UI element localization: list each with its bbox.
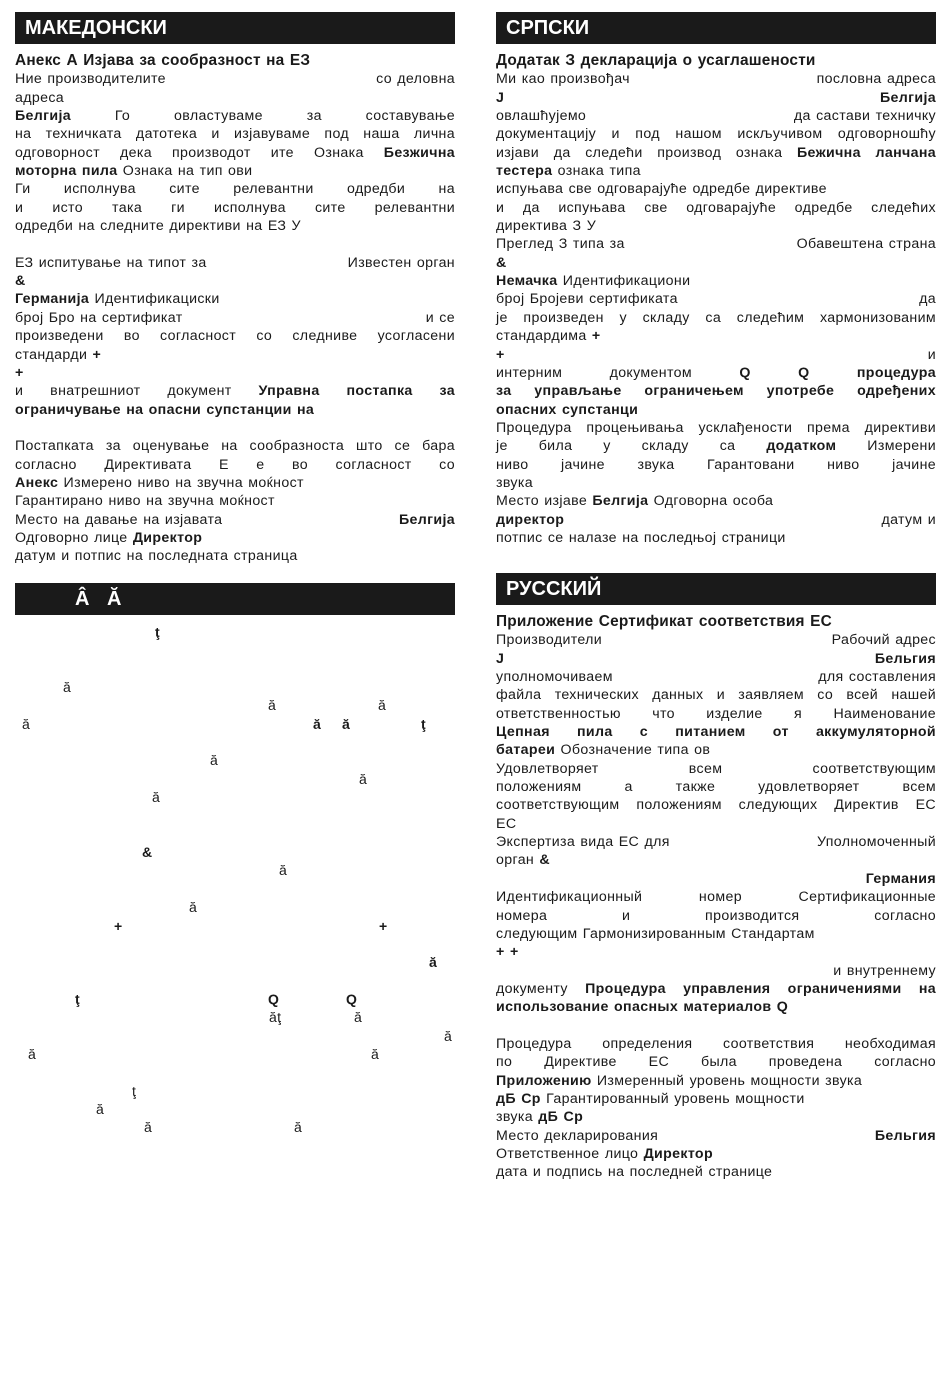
text-span: ЕС bbox=[496, 815, 517, 832]
text-span: номера и производится согласно bbox=[496, 907, 936, 924]
text-line bbox=[15, 290, 455, 308]
text-span: стандардима bbox=[496, 328, 592, 345]
text-line bbox=[15, 623, 455, 641]
text-line bbox=[496, 199, 936, 217]
text-span: Экспертиза вида ЕС для bbox=[496, 834, 670, 851]
right-aligned-text bbox=[875, 650, 936, 668]
bold-text: ă bbox=[313, 715, 322, 732]
section-serbian bbox=[496, 12, 936, 547]
text-span: со деловна bbox=[376, 71, 455, 88]
section-header-macedonian: МАКЕДОНСКИ bbox=[15, 12, 455, 44]
text-line bbox=[15, 235, 455, 253]
text-span: Измеренный уровень мощности звука bbox=[591, 1072, 863, 1089]
section-macedonian bbox=[15, 12, 455, 566]
text-line bbox=[15, 492, 455, 510]
text-line bbox=[15, 660, 455, 678]
section-body-serbian bbox=[496, 52, 936, 547]
text-span: Преглед З типа за bbox=[496, 236, 625, 253]
bold-text: Управна постапка за bbox=[258, 383, 455, 400]
bold-text: Германија bbox=[15, 291, 90, 308]
text-span: Идентификациони bbox=[557, 273, 691, 290]
bold-text: опасних супстанци bbox=[496, 401, 639, 418]
text-span: Додатак З декларација о усаглашености bbox=[496, 52, 816, 69]
text-span: да bbox=[919, 291, 936, 308]
text-line bbox=[496, 419, 936, 437]
text-span: Процедура определения соответствия необходимая bbox=[496, 1035, 936, 1052]
text-line bbox=[496, 907, 936, 925]
bold-text: додатком bbox=[766, 438, 837, 455]
text-span: для составления bbox=[818, 669, 936, 686]
text-line bbox=[15, 199, 455, 217]
text-span: Го овластуваме за составување bbox=[71, 108, 455, 125]
bold-text: + bbox=[496, 346, 505, 363]
text-line bbox=[15, 52, 455, 70]
text-line bbox=[15, 70, 455, 88]
text-line bbox=[496, 529, 936, 547]
text-line bbox=[15, 180, 455, 198]
text-line bbox=[15, 217, 455, 235]
text-span: ă bbox=[354, 1009, 363, 1026]
text-span: и внатрешниот документ bbox=[15, 383, 259, 400]
text-line bbox=[15, 880, 455, 898]
text-span: Место изјаве bbox=[496, 493, 593, 510]
text-line bbox=[496, 1035, 936, 1053]
right-aligned-text bbox=[426, 309, 455, 327]
text-line bbox=[15, 529, 455, 547]
text-span: Одговорно лице bbox=[15, 529, 133, 546]
bold-text: Q bbox=[346, 990, 358, 1007]
text-line bbox=[15, 1100, 455, 1118]
bold-text: Q bbox=[268, 990, 280, 1007]
text-line bbox=[15, 309, 455, 327]
text-line bbox=[496, 888, 936, 906]
text-line bbox=[496, 1072, 936, 1090]
text-span: ă bbox=[210, 752, 219, 769]
text-span: ă bbox=[371, 1045, 380, 1062]
text-span: ă bbox=[22, 715, 31, 732]
bold-text: ţ bbox=[75, 990, 81, 1007]
text-span: ă bbox=[189, 899, 198, 916]
bold-text: Q Q процедура bbox=[739, 364, 936, 381]
bold-text: + bbox=[496, 944, 505, 961]
text-line bbox=[496, 686, 936, 704]
text-span: и да испуњава све одговарајуће одредбе следећих bbox=[496, 199, 936, 216]
text-span: пословна адреса bbox=[816, 71, 936, 88]
section-header-russian: РУССКИЙ bbox=[496, 573, 936, 605]
text-line bbox=[496, 346, 936, 364]
text-span: Постапката за оценување на сообразноста што се бара bbox=[15, 438, 455, 455]
text-line bbox=[496, 364, 936, 382]
text-span: на техничката датотека и изјавуваме под наша лична bbox=[15, 126, 455, 143]
text-span: датум и потпис на последната страница bbox=[15, 548, 298, 565]
text-line bbox=[15, 364, 455, 382]
text-line bbox=[496, 401, 936, 419]
text-line bbox=[15, 254, 455, 272]
text-line bbox=[496, 235, 936, 253]
text-span: ă bbox=[144, 1119, 153, 1136]
text-line bbox=[496, 760, 936, 778]
bold-text: дБ Ср bbox=[496, 1090, 541, 1107]
text-line bbox=[496, 998, 936, 1016]
text-line bbox=[15, 107, 455, 125]
text-span: ă bbox=[268, 697, 277, 714]
bold-text: батареи bbox=[496, 742, 556, 759]
text-span: ă bbox=[359, 770, 368, 787]
bold-text: Безжична bbox=[383, 144, 455, 161]
bold-text: & bbox=[539, 852, 551, 869]
section-header-romanian: Â Ă bbox=[15, 583, 455, 615]
right-aligned-text bbox=[866, 870, 936, 888]
right-aligned-text bbox=[376, 70, 455, 88]
bold-text: + bbox=[114, 917, 123, 934]
bold-text: J bbox=[496, 650, 505, 667]
text-line bbox=[15, 806, 455, 824]
text-line bbox=[15, 346, 455, 364]
section-body-macedonian bbox=[15, 52, 455, 566]
text-span: и внутреннему bbox=[833, 962, 936, 979]
text-span: ниво јачине звука Гарантовани ниво јачине bbox=[496, 456, 936, 473]
text-span: овлашћујемо bbox=[496, 108, 587, 125]
text-span: уполномочиваем bbox=[496, 669, 613, 686]
text-line bbox=[496, 705, 936, 723]
bold-text: ограничување на опасни супстанции bbox=[15, 401, 292, 418]
text-line bbox=[15, 144, 455, 162]
text-span: Идентификационный номер Сертификационные bbox=[496, 889, 936, 906]
right-aligned-text bbox=[817, 833, 936, 851]
right-aligned-text bbox=[817, 70, 936, 88]
text-line bbox=[15, 678, 455, 696]
text-line bbox=[15, 327, 455, 345]
text-span: и се bbox=[425, 309, 455, 326]
text-span: Место на давање на изјавата bbox=[15, 511, 223, 528]
text-span: директива З У bbox=[496, 218, 597, 235]
text-span: Известен орган bbox=[347, 254, 455, 271]
text-line bbox=[496, 962, 936, 980]
right-aligned-text bbox=[881, 511, 936, 529]
text-line bbox=[15, 511, 455, 529]
text-line bbox=[496, 796, 936, 814]
text-line bbox=[15, 770, 455, 788]
bold-text: Директор bbox=[643, 1145, 713, 1162]
text-span: и исто така ги исполнува сите релевантни bbox=[15, 199, 455, 216]
text-line bbox=[496, 631, 936, 649]
text-line bbox=[496, 162, 936, 180]
text-span: адреса bbox=[15, 89, 65, 106]
text-span: датум и bbox=[881, 511, 936, 528]
bold-text: Немачка bbox=[496, 273, 558, 290]
text-line bbox=[15, 474, 455, 492]
text-span: соответствующим положениям следующих Директив ЕС bbox=[496, 797, 936, 814]
right-aligned-text bbox=[797, 235, 936, 253]
right-aligned-text bbox=[399, 511, 455, 529]
text-line bbox=[15, 401, 455, 419]
bold-text: + bbox=[379, 917, 388, 934]
text-span: је произведен у складу са следећим хармонизованим bbox=[496, 309, 936, 326]
bold-text: Директор bbox=[132, 529, 203, 546]
right-aligned-text bbox=[348, 254, 455, 272]
text-line bbox=[496, 980, 936, 998]
bold-text: Бежична ланчана bbox=[796, 144, 936, 161]
text-span: следующим Гармонизированным Стандартам bbox=[496, 925, 815, 942]
text-line bbox=[15, 162, 455, 180]
text-span: положениям а также удовлетворяет всем bbox=[496, 779, 936, 796]
bold-text: Q bbox=[776, 999, 789, 1016]
bold-text: Белгија bbox=[879, 89, 936, 106]
text-span: испуњава све одговарајуће одредбе директиве bbox=[496, 181, 827, 198]
text-line bbox=[496, 870, 936, 888]
text-span: Процедура процењивања усклађености према директиви bbox=[496, 419, 936, 436]
bold-text: использование опасных материалов bbox=[496, 999, 772, 1016]
text-line bbox=[496, 290, 936, 308]
text-line bbox=[496, 778, 936, 796]
text-line bbox=[496, 815, 936, 833]
text-span: ă bbox=[378, 697, 387, 714]
bold-text: ă bbox=[429, 954, 438, 971]
bold-text: Германия bbox=[865, 870, 936, 887]
text-span: ознака типа bbox=[552, 163, 641, 180]
text-line bbox=[496, 456, 936, 474]
text-line bbox=[496, 1053, 936, 1071]
text-line bbox=[496, 107, 936, 125]
text-line bbox=[496, 70, 936, 88]
text-line bbox=[496, 511, 936, 529]
bold-text: Бельгия bbox=[874, 1127, 936, 1144]
text-span: Анекс А Изјава за сообразност на ЕЗ bbox=[15, 52, 311, 69]
text-span: согласно Директивата Е е во согласност со bbox=[15, 456, 455, 473]
text-line bbox=[496, 52, 936, 70]
bold-text: на bbox=[296, 401, 315, 418]
text-line bbox=[496, 833, 936, 851]
section-body-russian bbox=[496, 613, 936, 1182]
text-span: је била у складу са bbox=[496, 438, 767, 455]
bold-text: ţ bbox=[421, 715, 427, 732]
right-aligned-text bbox=[875, 1127, 936, 1145]
text-span: по Директиве ЕС была проведена согласно bbox=[496, 1054, 936, 1071]
bold-text: & bbox=[15, 273, 26, 290]
text-line bbox=[496, 437, 936, 455]
text-span: Измерени bbox=[836, 438, 936, 455]
text-span: ă bbox=[152, 789, 161, 806]
bold-text: + bbox=[509, 944, 519, 961]
bold-text: J bbox=[496, 89, 505, 106]
text-line bbox=[15, 972, 455, 990]
text-line bbox=[496, 1163, 936, 1181]
section-romanian bbox=[15, 583, 455, 1137]
text-span: Ми као произвођач bbox=[496, 71, 630, 88]
text-span: Рабочий адрес bbox=[831, 632, 936, 649]
text-line bbox=[15, 1118, 455, 1136]
text-span: број Бројеви сертификата bbox=[496, 291, 678, 308]
text-span: Ознака на тип ови bbox=[117, 163, 253, 180]
text-span: одговорност дека производот ите Ознака bbox=[15, 144, 384, 161]
bold-text: + bbox=[92, 346, 102, 363]
text-line bbox=[496, 382, 936, 400]
text-line bbox=[496, 851, 936, 869]
text-line bbox=[15, 788, 455, 806]
text-line bbox=[15, 953, 455, 971]
text-span: Ги исполнува сите релевантни одредби на bbox=[15, 181, 455, 198]
text-span: ă bbox=[294, 1119, 303, 1136]
bold-text: за управљање ограничењем употребе одређених bbox=[496, 383, 936, 400]
text-line bbox=[15, 715, 455, 733]
text-line bbox=[496, 272, 936, 290]
text-span: Обозначение типа ов bbox=[555, 742, 711, 759]
bold-text: Бельгия bbox=[874, 650, 936, 667]
text-line bbox=[496, 180, 936, 198]
text-span: ăţ bbox=[269, 1009, 282, 1026]
text-line bbox=[496, 474, 936, 492]
text-line bbox=[496, 668, 936, 686]
text-span: Приложение Сертификат соответствия ЕС bbox=[496, 613, 832, 630]
text-line bbox=[15, 1045, 455, 1063]
text-span: одредби на следните директиви на ЕЗ У bbox=[15, 218, 301, 235]
right-aligned-text bbox=[818, 668, 936, 686]
text-line bbox=[15, 419, 455, 437]
bold-text: & bbox=[142, 844, 153, 861]
text-span: стандарди bbox=[15, 346, 93, 363]
bold-text: ţ bbox=[155, 624, 161, 640]
text-span: Ответственное лицо bbox=[496, 1145, 644, 1162]
bold-text: Процедура управления ограничениями на bbox=[585, 980, 936, 997]
right-aligned-text bbox=[833, 962, 936, 980]
text-span: Идентификациски bbox=[89, 291, 220, 308]
text-span: да састави техничку bbox=[793, 108, 936, 125]
right-aligned-text bbox=[832, 631, 936, 649]
text-line bbox=[496, 1127, 936, 1145]
text-span: ă bbox=[96, 1100, 105, 1117]
text-line bbox=[15, 733, 455, 751]
text-span: Гарантирано ниво на звучна моќност bbox=[15, 493, 275, 510]
text-line bbox=[496, 1017, 936, 1035]
text-span: ă bbox=[279, 862, 288, 879]
text-line bbox=[15, 990, 455, 1008]
text-span: документу bbox=[496, 980, 586, 997]
bold-text: Анекс bbox=[15, 474, 59, 491]
text-line bbox=[15, 898, 455, 916]
text-line bbox=[15, 825, 455, 843]
section-header-serbian: СРПСКИ bbox=[496, 12, 936, 44]
text-span: Место декларирования bbox=[496, 1127, 659, 1144]
text-line bbox=[496, 925, 936, 943]
text-line bbox=[496, 89, 936, 107]
text-line bbox=[15, 917, 455, 935]
text-span: изјави да следећи производ ознака bbox=[496, 144, 797, 161]
section-russian bbox=[496, 573, 936, 1182]
text-span: звука bbox=[496, 1109, 539, 1126]
text-span: Производители bbox=[496, 632, 603, 649]
text-span: ЕЗ испитување на типот за bbox=[15, 254, 207, 271]
text-line bbox=[496, 254, 936, 272]
text-span: Ние производителите bbox=[15, 71, 166, 88]
bold-text: Цепная пила с питанием от аккумуляторной bbox=[496, 724, 936, 741]
text-line bbox=[496, 650, 936, 668]
text-span: интерним документом bbox=[496, 364, 740, 381]
text-line bbox=[496, 1108, 936, 1126]
text-line bbox=[496, 309, 936, 327]
text-line bbox=[496, 613, 936, 631]
text-line bbox=[15, 861, 455, 879]
text-span: документацију и под нашом искључивом одговорношћу bbox=[496, 126, 936, 143]
text-line bbox=[15, 382, 455, 400]
text-line bbox=[15, 751, 455, 769]
text-span: и bbox=[927, 346, 936, 363]
text-span: произведени во согласност со следниве усогласени bbox=[15, 328, 455, 345]
text-span: ă bbox=[28, 1045, 37, 1062]
text-span: орган bbox=[496, 852, 540, 869]
bold-text: Белгија bbox=[592, 493, 649, 510]
text-line bbox=[496, 1090, 936, 1108]
right-aligned-text bbox=[928, 346, 936, 364]
text-line bbox=[15, 1063, 455, 1081]
text-line bbox=[496, 492, 936, 510]
text-span: ответственностью что изделие я Наименование bbox=[496, 705, 936, 722]
text-span: ă bbox=[444, 1027, 453, 1044]
bold-text: моторна пила bbox=[15, 163, 118, 180]
text-line bbox=[15, 1082, 455, 1100]
bold-text: Приложению bbox=[496, 1072, 592, 1089]
text-span: Одговорна особа bbox=[648, 493, 774, 510]
text-line bbox=[496, 741, 936, 759]
text-line bbox=[15, 641, 455, 659]
text-line bbox=[496, 327, 936, 345]
bold-text: дБ Ср bbox=[538, 1109, 584, 1126]
right-aligned-text bbox=[919, 290, 936, 308]
text-span: ţ bbox=[132, 1082, 137, 1099]
text-line bbox=[15, 696, 455, 714]
bold-text: Белгија bbox=[15, 108, 72, 125]
right-aligned-text bbox=[794, 107, 936, 125]
bold-text: ă bbox=[342, 715, 351, 732]
text-span: број Бро на сертификат bbox=[15, 309, 183, 326]
text-line bbox=[15, 935, 455, 953]
bold-text: & bbox=[496, 254, 507, 271]
text-line bbox=[15, 125, 455, 143]
right-aligned-text bbox=[880, 89, 936, 107]
text-line bbox=[15, 437, 455, 455]
text-span: Обавештена страна bbox=[796, 236, 936, 253]
text-line bbox=[15, 843, 455, 861]
text-span: ă bbox=[63, 679, 72, 696]
text-span: файла технических данных и заявляем со всей нашей bbox=[496, 687, 936, 704]
text-line bbox=[496, 125, 936, 143]
text-line bbox=[15, 1008, 455, 1026]
text-span: Уполномоченный bbox=[817, 834, 936, 851]
section-body-romanian bbox=[15, 623, 455, 1137]
bold-text: Белгија bbox=[398, 511, 455, 528]
text-line bbox=[15, 456, 455, 474]
text-line bbox=[496, 723, 936, 741]
text-span: Удовлетворяет всем соответствующим bbox=[496, 760, 936, 777]
text-line bbox=[15, 547, 455, 565]
text-line bbox=[15, 1027, 455, 1045]
bold-text: директор bbox=[496, 511, 565, 528]
bold-text: тестера bbox=[496, 163, 553, 180]
text-line bbox=[496, 144, 936, 162]
text-line bbox=[496, 217, 936, 235]
text-span: потпис се налазе на последњој страници bbox=[496, 529, 786, 546]
text-line bbox=[15, 272, 455, 290]
text-span: звука bbox=[496, 474, 533, 491]
text-line bbox=[15, 89, 455, 107]
text-line bbox=[496, 1145, 936, 1163]
bold-text: + bbox=[591, 328, 601, 345]
text-span: Измерено ниво на звучна моќност bbox=[58, 474, 304, 491]
bold-text: + bbox=[15, 364, 24, 381]
text-span: Гарантированный уровень мощности bbox=[540, 1090, 805, 1107]
text-span: датa и подпись на последней странице bbox=[496, 1164, 773, 1181]
text-line bbox=[496, 943, 936, 961]
